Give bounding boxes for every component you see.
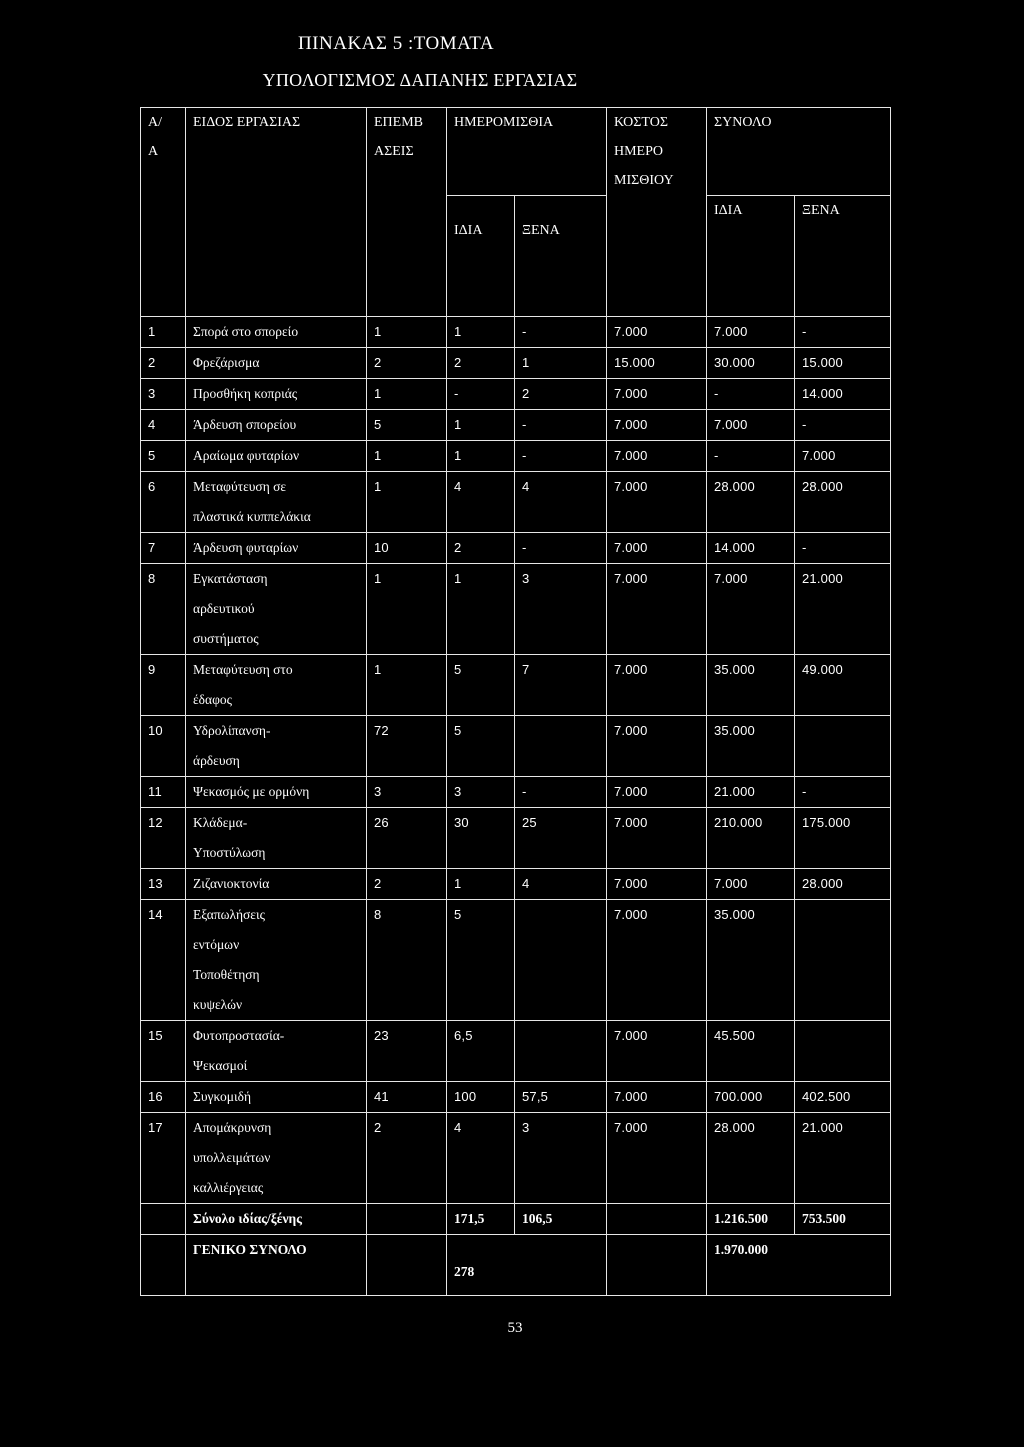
total-own-cell: 35.000 [707,900,795,1021]
wages-own-cell: 2 [447,348,515,379]
work-type-cell [186,808,367,869]
page-number: 53 [507,1320,523,1336]
table-row [141,410,891,441]
col-header-aa [141,108,186,317]
table-row [141,1021,891,1082]
work-type-cell [186,869,367,900]
wages-own-cell: 5 [447,716,515,777]
total-foreign-cell: - [795,410,891,441]
total-foreign-cell [795,1021,891,1082]
wages-foreign-cell: 1 [515,348,607,379]
total-own-cell: 7.000 [707,564,795,655]
work-type-cell [186,379,367,410]
table-row [141,808,891,869]
work-type-line: υπολλειμάτων [193,1150,271,1165]
row-number: 14 [141,900,186,1021]
work-type-cell [186,777,367,808]
total-own-cell: - [707,441,795,472]
work-type-line: Προσθήκη κοπριάς [193,386,298,401]
total-foreign-cell: 14.000 [795,379,891,410]
summary-empty-cell [141,1204,186,1235]
work-type-line: κυψελών [193,997,243,1012]
interventions-cell: 2 [367,348,447,379]
row-number: 8 [141,564,186,655]
work-type-line: Υδρολίπανση- [193,723,271,738]
daily-cost-cell: 7.000 [607,410,707,441]
work-type-cell [186,1082,367,1113]
total-foreign-cell: 402.500 [795,1082,891,1113]
work-type-cell [186,1113,367,1204]
table-row [141,472,891,533]
interventions-cell: 2 [367,869,447,900]
col-header-aa-line1: Α/ [148,115,162,130]
total-foreign-cell: 49.000 [795,655,891,716]
wages-foreign-cell [515,900,607,1021]
wages-foreign-cell: 3 [515,564,607,655]
work-type-line: άρδευση [193,753,240,768]
daily-cost-cell: 7.000 [607,716,707,777]
work-type-line: Εξαπωλήσεις [193,907,265,922]
work-type-line: πλαστικά κυππελάκια [193,509,311,524]
row-number: 5 [141,441,186,472]
work-type-cell [186,1021,367,1082]
wages-own-cell: 1 [447,564,515,655]
table-row [141,655,891,716]
wages-foreign-cell: - [515,317,607,348]
total-own-cell: 210.000 [707,808,795,869]
work-type-line: Μεταφύτευση στο [193,662,293,677]
daily-cost-cell: 7.000 [607,900,707,1021]
total-own-cell: 28.000 [707,472,795,533]
wages-foreign-cell: 2 [515,379,607,410]
interventions-cell: 23 [367,1021,447,1082]
table-row [141,317,891,348]
col-header-cost-line3: ΜΙΣΘΙΟΥ [614,173,674,188]
grand-total-label: ΓΕΝΙΚΟ ΣΥΝΟΛΟ [186,1235,367,1296]
daily-cost-cell: 7.000 [607,1082,707,1113]
wages-own-cell: 5 [447,655,515,716]
total-foreign-cell: 7.000 [795,441,891,472]
wages-own-cell: 30 [447,808,515,869]
table-row [141,564,891,655]
grand-total-value: 1.970.000 [707,1235,891,1296]
work-type-line: Ψεκασμοί [193,1058,248,1073]
daily-cost-cell: 7.000 [607,441,707,472]
col-header-wages-foreign: ΞΕΝΑ [515,196,607,317]
daily-cost-cell: 7.000 [607,808,707,869]
total-foreign-cell: - [795,317,891,348]
wages-own-cell: 1 [447,410,515,441]
wages-foreign-cell: - [515,533,607,564]
total-own-cell: 21.000 [707,777,795,808]
table-row [141,379,891,410]
summary-empty-cell [607,1204,707,1235]
daily-cost-cell: 7.000 [607,1113,707,1204]
row-number: 1 [141,317,186,348]
wages-foreign-cell: 25 [515,808,607,869]
row-number: 17 [141,1113,186,1204]
table-row [141,716,891,777]
work-type-line: συστήματος [193,631,259,646]
wages-foreign-cell: - [515,441,607,472]
grand-total-row [141,1235,891,1296]
wages-foreign-cell: 4 [515,472,607,533]
daily-cost-cell: 7.000 [607,533,707,564]
summary-wages-own: 171,5 [447,1204,515,1235]
table-row [141,900,891,1021]
total-own-cell: 7.000 [707,410,795,441]
work-type-line: Απομάκρυνση [193,1120,272,1135]
row-number: 9 [141,655,186,716]
work-type-line: Αραίωμα φυταρίων [193,448,300,463]
interventions-cell: 1 [367,564,447,655]
page-title: ΠΙΝΑΚΑΣ 5 :ΤΟΜΑΤΑ [297,33,495,54]
work-type-cell [186,564,367,655]
total-own-cell: 35.000 [707,655,795,716]
work-type-line: εντόμων [193,937,240,952]
daily-cost-cell: 7.000 [607,317,707,348]
daily-cost-cell: 7.000 [607,777,707,808]
wages-own-cell: - [447,379,515,410]
labor-cost-table [140,107,891,1296]
work-type-line: Κλάδεμα- [193,815,248,830]
total-own-cell: 28.000 [707,1113,795,1204]
wages-foreign-cell: - [515,410,607,441]
wages-foreign-cell: 3 [515,1113,607,1204]
total-foreign-cell: 21.000 [795,564,891,655]
interventions-cell: 1 [367,472,447,533]
work-type-cell [186,317,367,348]
col-header-interventions-line1: ΕΠΕΜΒ [374,115,423,130]
total-foreign-cell: 28.000 [795,472,891,533]
work-type-line: Φυτοπροστασία- [193,1028,285,1043]
wages-foreign-cell: 7 [515,655,607,716]
table-row [141,1082,891,1113]
col-header-daily-cost [607,108,707,317]
summary-row [141,1204,891,1235]
work-type-line: έδαφος [193,692,232,707]
work-type-cell [186,348,367,379]
daily-cost-cell: 7.000 [607,564,707,655]
total-foreign-cell [795,716,891,777]
row-number: 15 [141,1021,186,1082]
wages-foreign-cell: 57,5 [515,1082,607,1113]
total-own-cell: 30.000 [707,348,795,379]
row-number: 11 [141,777,186,808]
interventions-cell: 8 [367,900,447,1021]
wages-foreign-cell: - [515,777,607,808]
wages-own-cell: 1 [447,441,515,472]
work-type-cell [186,441,367,472]
col-header-interventions-line2: ΑΣΕΙΣ [374,144,414,159]
wages-own-cell: 1 [447,869,515,900]
work-type-cell [186,716,367,777]
table-row [141,348,891,379]
row-number: 3 [141,379,186,410]
wages-own-cell: 3 [447,777,515,808]
col-header-aa-line2: Α [148,144,159,159]
interventions-cell: 2 [367,1113,447,1204]
total-own-cell: 7.000 [707,317,795,348]
interventions-cell: 41 [367,1082,447,1113]
total-foreign-cell: - [795,777,891,808]
table-row [141,869,891,900]
summary-label: Σύνολο ιδίας/ξένης [186,1204,367,1235]
col-header-wages: ΗΜΕΡΟΜΙΣΘΙΑ [447,108,607,196]
total-foreign-cell: 175.000 [795,808,891,869]
wages-foreign-cell: 4 [515,869,607,900]
interventions-cell: 1 [367,317,447,348]
wages-own-cell: 100 [447,1082,515,1113]
wages-own-cell: 6,5 [447,1021,515,1082]
table-row [141,533,891,564]
work-type-line: Ψεκασμός με ορμόνη [193,784,310,799]
interventions-cell: 5 [367,410,447,441]
daily-cost-cell: 7.000 [607,379,707,410]
row-number: 2 [141,348,186,379]
col-header-total: ΣΥΝΟΛΟ [707,108,891,196]
work-type-line: αρδευτικού [193,601,255,616]
total-foreign-cell: 28.000 [795,869,891,900]
wages-own-cell: 4 [447,472,515,533]
work-type-line: Εγκατάσταση [193,571,268,586]
daily-cost-cell: 7.000 [607,1021,707,1082]
wages-foreign-cell [515,716,607,777]
interventions-cell: 1 [367,441,447,472]
work-type-cell [186,533,367,564]
row-number: 13 [141,869,186,900]
total-own-cell: - [707,379,795,410]
wages-own-cell: 5 [447,900,515,1021]
work-type-line: Συγκομιδή [193,1089,252,1104]
total-foreign-cell: - [795,533,891,564]
table-row [141,1113,891,1204]
row-number: 4 [141,410,186,441]
wages-own-cell: 1 [447,317,515,348]
summary-wages-foreign: 106,5 [515,1204,607,1235]
work-type-cell [186,655,367,716]
grand-empty-cell [607,1235,707,1296]
interventions-cell: 10 [367,533,447,564]
work-type-line: Σπορά στο σπορείο [193,324,299,339]
work-type-line: Μεταφύτευση σε [193,479,287,494]
work-type-line: Άρδευση σπορείου [193,417,297,432]
header-row [141,108,891,196]
summary-empty-cell [367,1204,447,1235]
col-header-interventions [367,108,447,317]
table-row [141,777,891,808]
work-type-cell [186,472,367,533]
work-type-cell [186,410,367,441]
daily-cost-cell: 7.000 [607,472,707,533]
daily-cost-cell: 15.000 [607,348,707,379]
summary-total-foreign: 753.500 [795,1204,891,1235]
interventions-cell: 26 [367,808,447,869]
grand-total-wages: 278 [447,1235,607,1296]
col-header-total-foreign: ΞΕΝΑ [795,196,891,317]
total-own-cell: 45.500 [707,1021,795,1082]
daily-cost-cell: 7.000 [607,869,707,900]
work-type-line: Τοποθέτηση [193,967,260,982]
total-foreign-cell [795,900,891,1021]
row-number: 7 [141,533,186,564]
wages-foreign-cell [515,1021,607,1082]
interventions-cell: 72 [367,716,447,777]
row-number: 16 [141,1082,186,1113]
total-own-cell: 14.000 [707,533,795,564]
col-header-work-type: ΕΙΔΟΣ ΕΡΓΑΣΙΑΣ [186,108,367,317]
total-own-cell: 7.000 [707,869,795,900]
total-own-cell: 35.000 [707,716,795,777]
row-number: 6 [141,472,186,533]
work-type-line: Ζιζανιοκτονία [193,876,270,891]
table-row [141,441,891,472]
interventions-cell: 1 [367,655,447,716]
col-header-total-own: ΙΔΙΑ [707,196,795,317]
row-number: 12 [141,808,186,869]
col-header-cost-line2: ΗΜΕΡΟ [614,144,664,159]
total-foreign-cell: 21.000 [795,1113,891,1204]
interventions-cell: 1 [367,379,447,410]
total-own-cell: 700.000 [707,1082,795,1113]
work-type-line: Φρεζάρισμα [193,355,260,370]
grand-empty-cell [141,1235,186,1296]
summary-total-own: 1.216.500 [707,1204,795,1235]
row-number: 10 [141,716,186,777]
wages-own-cell: 2 [447,533,515,564]
col-header-wages-own: ΙΔΙΑ [447,196,515,317]
work-type-cell [186,900,367,1021]
work-type-line: καλλιέργειας [193,1180,264,1195]
page-subtitle: ΥΠΟΛΟΓΙΣΜΟΣ ΔΑΠΑΝΗΣ ΕΡΓΑΣΙΑΣ [262,70,578,90]
interventions-cell: 3 [367,777,447,808]
wages-own-cell: 4 [447,1113,515,1204]
daily-cost-cell: 7.000 [607,655,707,716]
work-type-line: Υποστύλωση [193,845,266,860]
grand-empty-cell [367,1235,447,1296]
work-type-line: Άρδευση φυταρίων [193,540,299,555]
col-header-cost-line1: ΚΟΣΤΟΣ [614,115,668,130]
total-foreign-cell: 15.000 [795,348,891,379]
